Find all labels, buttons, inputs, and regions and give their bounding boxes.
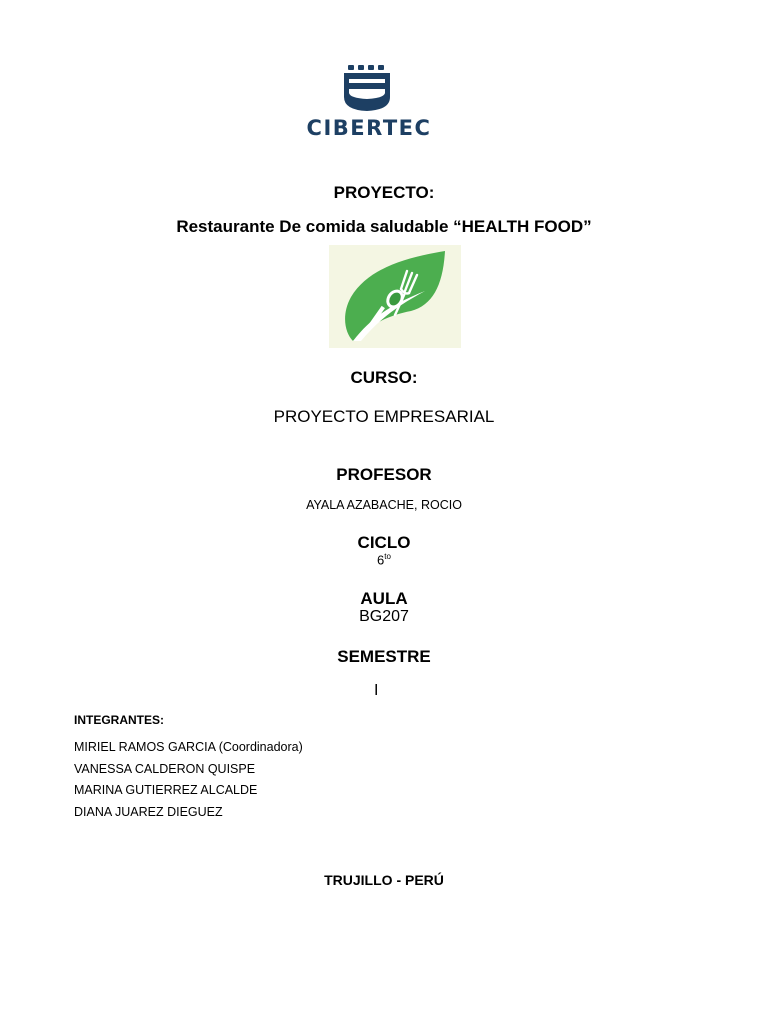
cibertec-shield-icon	[284, 62, 454, 114]
location: TRUJILLO - PERÚ	[324, 872, 444, 888]
classroom-value: BG207	[359, 608, 409, 625]
member-item: MIRIEL RAMOS GARCIA (Coordinadora)	[74, 740, 303, 754]
member-item: MARINA GUTIERREZ ALCALDE	[74, 783, 258, 797]
course-value: PROYECTO EMPRESARIAL	[273, 407, 495, 426]
professor-name: AYALA AZABACHE, ROCIO	[306, 498, 462, 512]
course-label: CURSO:	[350, 368, 418, 387]
professor-label: PROFESOR	[336, 465, 432, 484]
project-label: PROYECTO:	[333, 183, 435, 202]
cibertec-logo	[284, 62, 454, 142]
cibertec-wordmark: CIBERTEC	[306, 116, 432, 140]
member-item: VANESSA CALDERON QUISPE	[74, 761, 256, 776]
cycle-label: CICLO	[357, 533, 411, 552]
members-list	[74, 737, 303, 823]
cycle-suffix: to	[384, 552, 391, 561]
semester-value: I	[374, 682, 379, 699]
members-label: INTEGRANTES:	[74, 713, 164, 727]
cycle-value	[0, 552, 768, 567]
cycle-number: 6	[377, 552, 385, 568]
semester-label: SEMESTRE	[337, 647, 431, 666]
classroom-label: AULA	[360, 589, 408, 608]
health-food-logo	[329, 245, 461, 348]
project-title: Restaurante De comida saludable “HEALTH FOOD”	[176, 217, 592, 236]
leaf-fork-spoon-icon	[329, 245, 461, 348]
member-item: DIANA JUAREZ DIEGUEZ	[74, 804, 223, 819]
